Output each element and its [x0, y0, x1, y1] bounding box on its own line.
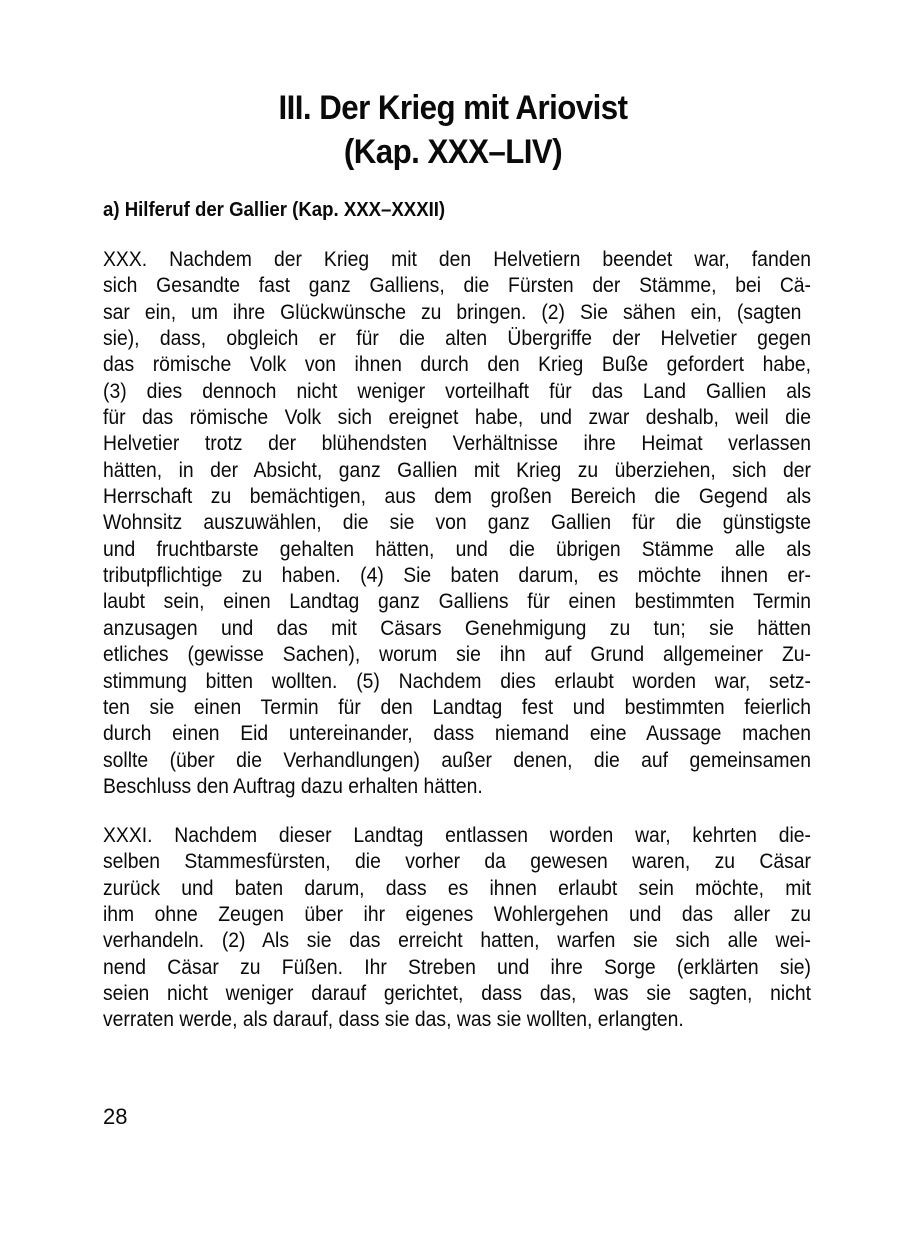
text-line	[103, 954, 811, 980]
text-line-content: verraten werde, als darauf, dass sie das, was sie wollten, erlangten.	[103, 1007, 684, 1032]
text-line-content: ihm ohne Zeugen über ihr eigenes Wohlergehen und das aller zu	[103, 902, 812, 927]
text-line-content: zurück und baten darum, dass es ihnen erlaubt sein möchte, mit	[103, 875, 811, 900]
text-line	[103, 562, 811, 588]
text-line-content: XXX. Nachdem der Krieg mit den Helvetiern beendet war, fanden	[103, 247, 811, 271]
text-line	[103, 927, 811, 953]
text-line	[103, 430, 811, 456]
text-line	[103, 980, 811, 1006]
text-line	[103, 875, 811, 901]
section-heading: a) Hilferuf der Gallier (Kap. XXX–XXXII)	[103, 199, 446, 221]
chapter-title	[36, 86, 870, 174]
text-line	[103, 668, 811, 694]
text-line	[103, 536, 811, 562]
text-line	[103, 1006, 811, 1032]
text-line	[103, 272, 811, 298]
text-line-content: anzusagen und das mit Cäsars Genehmigung zu tun; sie hätten	[103, 615, 812, 640]
text-line-content: hätten, in der Absicht, ganz Gallien mit Krieg zu überziehen, sich der	[103, 457, 811, 482]
text-line-content: für das römische Volk sich ereignet habe, und zwar deshalb, weil die	[103, 405, 811, 430]
text-line	[103, 720, 811, 746]
text-line-content: verhandeln. (2) Als sie das erreicht hatten, warfen sie sich alle wei-	[103, 928, 811, 953]
text-line-content: (3) dies dennoch nicht weniger vorteilhaft für das Land Gallien als	[103, 378, 812, 403]
text-line-content: etliches (gewisse Sachen), worum sie ihn auf Grund allgemeiner Zu-	[103, 642, 811, 667]
text-line-content: sie), dass, obgleich er für die alten Übergriffe der Helvetier gegen	[103, 326, 812, 351]
text-line-content: Wohnsitz auszuwählen, die sie von ganz Gallien für die günstigste	[103, 510, 811, 535]
text-line-content: Beschluss den Auftrag dazu erhalten hätten.	[103, 773, 483, 798]
text-line-content: sar ein, um ihre Glückwünsche zu bringen. (2) Sie sähen ein, (sagten	[103, 299, 802, 324]
text-line	[103, 901, 811, 927]
text-line	[103, 404, 811, 430]
text-line	[103, 694, 811, 720]
text-line-content: selben Stammesfürsten, die vorher da gewesen waren, zu Cäsar	[103, 849, 812, 874]
page-number: 28	[103, 1104, 128, 1129]
text-line-content: und fruchtbarste gehalten hätten, und die übrigen Stämme alle als	[103, 536, 812, 561]
text-line	[103, 351, 811, 377]
text-line-content: Helvetier trotz der blühendsten Verhältnisse ihre Heimat verlassen	[103, 431, 812, 456]
text-line-content: tributpflichtige zu haben. (4) Sie baten darum, es möchte ihnen er-	[103, 563, 811, 588]
text-line-content: laubt sein, einen Landtag ganz Galliens für einen bestimmten Termin	[103, 589, 812, 614]
text-line-content: Herrschaft zu bemächtigen, aus dem großen Bereich die Gegend als	[103, 484, 811, 509]
text-line	[103, 773, 811, 799]
text-line	[103, 747, 811, 773]
text-line-content: stimmung bitten wollten. (5) Nachdem dies erlaubt worden war, setz-	[103, 668, 811, 693]
text-line	[103, 299, 811, 325]
text-line-content: durch einen Eid untereinander, dass niemand eine Aussage machen	[103, 721, 812, 746]
text-line-content: ten sie einen Termin für den Landtag fest und bestimmten feierlich	[103, 694, 812, 719]
text-line	[103, 641, 811, 667]
paragraph-chapter-xxxi	[103, 822, 811, 1033]
text-line	[103, 588, 811, 614]
text-line-content: nend Cäsar zu Füßen. Ihr Streben und ihre Sorge (erklärten sie)	[103, 954, 812, 979]
text-line-content: sich Gesandte fast ganz Galliens, die Fürsten der Stämme, bei Cä-	[103, 273, 812, 298]
text-line-content: sollte (über die Verhandlungen) außer denen, die auf gemeinsamen	[103, 747, 812, 772]
text-line	[103, 615, 811, 641]
text-line-content: seien nicht weniger darauf gerichtet, dass das, was sie sagten, nicht	[103, 981, 812, 1006]
text-line-content: XXXI. Nachdem dieser Landtag entlassen worden war, kehrten die-	[103, 823, 812, 847]
text-line	[103, 848, 811, 874]
chapter-title-line-1: III. Der Krieg mit Ariovist	[278, 89, 628, 127]
text-line	[103, 822, 811, 848]
text-line	[103, 325, 811, 351]
text-line	[103, 457, 811, 483]
paragraph-chapter-xxx	[103, 246, 811, 799]
text-line	[103, 246, 811, 272]
text-line	[103, 483, 811, 509]
text-line-content: das römische Volk von ihnen durch den Krieg Buße gefordert habe,	[103, 352, 811, 377]
text-line	[103, 378, 811, 404]
text-line	[103, 509, 811, 535]
chapter-title-line-2: (Kap. XXX–LIV)	[343, 133, 563, 171]
